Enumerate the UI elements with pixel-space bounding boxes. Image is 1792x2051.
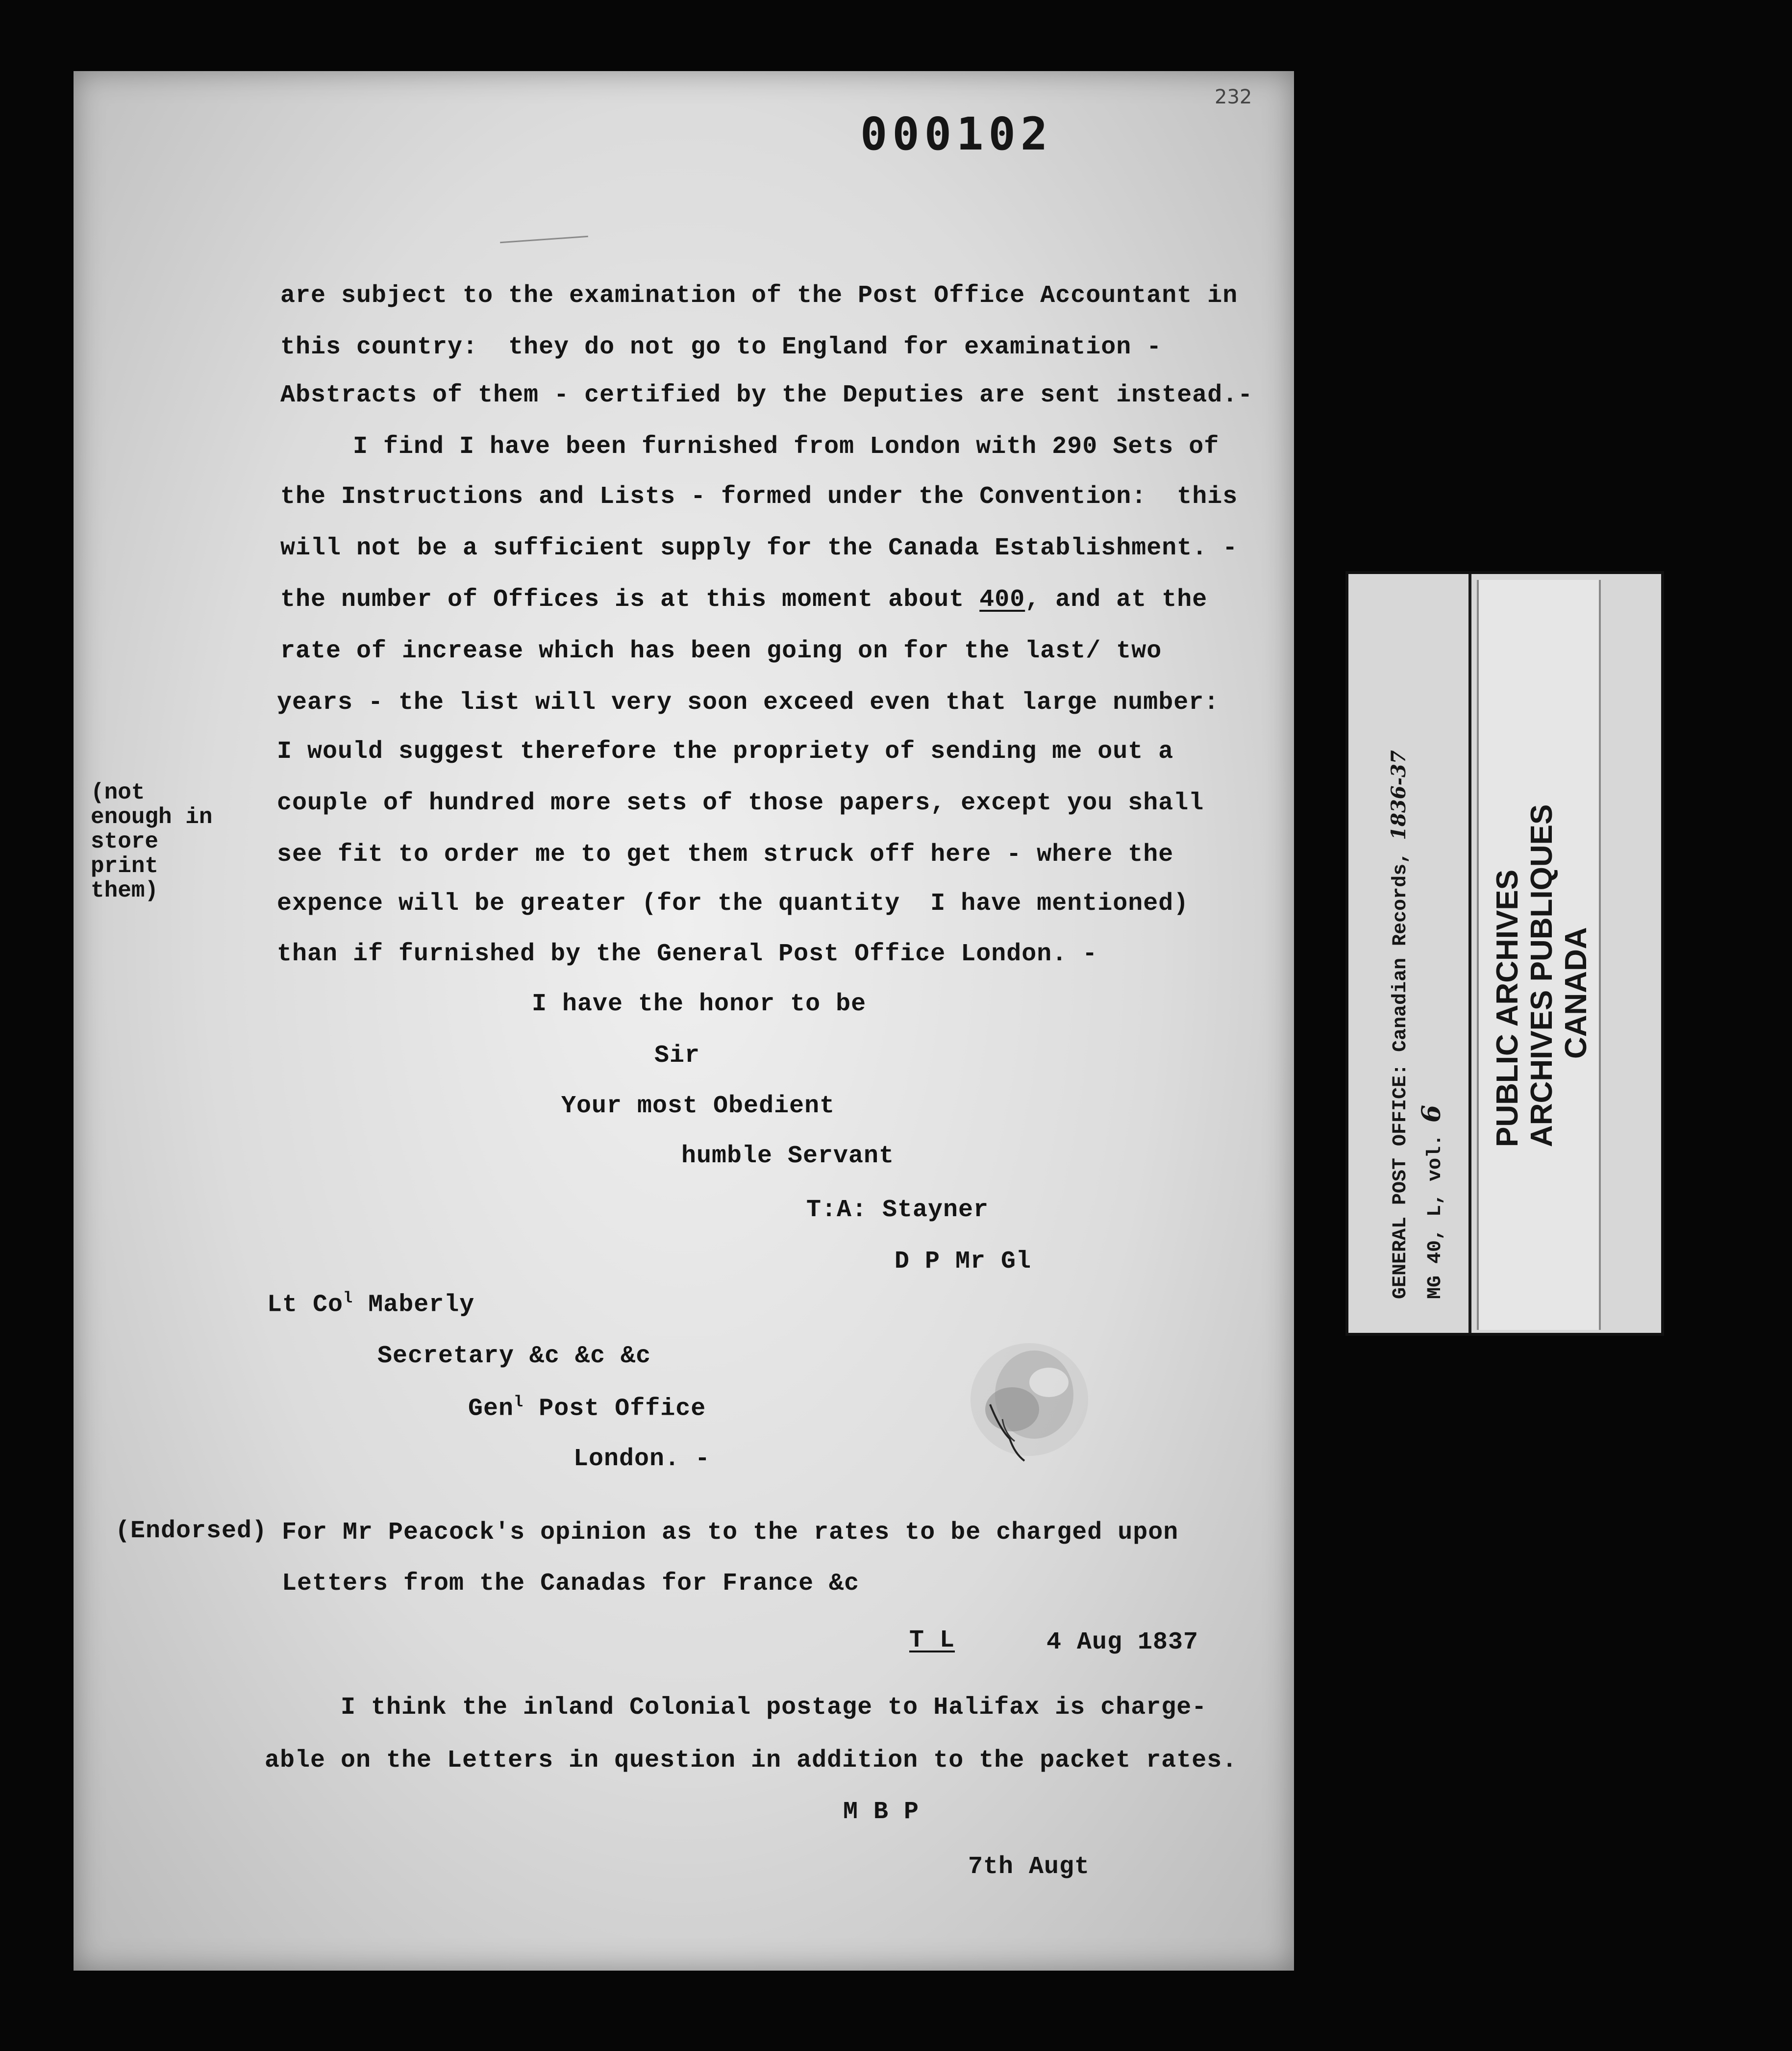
closing-line-4: humble Servant <box>681 1142 895 1170</box>
archive-reference-line-1 <box>1387 750 1412 1299</box>
signature: T:A: Stayner <box>806 1196 989 1224</box>
body-line-7-b: , and at the <box>1025 586 1208 614</box>
endorsed-label: (Endorsed) <box>115 1517 268 1545</box>
body-line-3: Abstracts of them - certified by the Deputies are sent instead.- <box>280 381 1253 409</box>
closing-line-1: I have the honor to be <box>532 990 867 1018</box>
addressee-name-b: Maberly <box>353 1291 475 1319</box>
endorsement-initials: T L <box>909 1626 955 1654</box>
addressee-line-3 <box>468 1393 706 1423</box>
body-line-9: years - the list will very soon exceed even that large number: <box>277 689 1220 717</box>
archive-volume: 6 <box>1417 1104 1446 1123</box>
archive-years: 1836-37 <box>1387 750 1410 840</box>
signer-title: D P Mr Gl <box>895 1248 1032 1276</box>
body-line-12: see fit to order me to get them struck off here - where the <box>277 841 1174 869</box>
addressee-line-3-b: Post Office <box>523 1395 706 1423</box>
addressee-line-2: Secretary &c &c &c <box>377 1342 651 1370</box>
body-line-14: than if furnished by the General Post Office London. - <box>277 940 1098 968</box>
wax-seal-stain <box>956 1336 1103 1468</box>
margin-note: (not enough in store print them) <box>91 780 213 903</box>
endorsement-line-1: For Mr Peacock's opinion as to the rates to be charged upon <box>282 1519 1179 1547</box>
endorsement-line-2: Letters from the Canadas for France &c <box>282 1570 860 1598</box>
reply-date: 7th Augt <box>968 1853 1090 1881</box>
body-line-7-a: the number of Offices is at this moment about <box>280 586 980 614</box>
body-line-2: this country: they do not go to England for examination - <box>280 333 1162 361</box>
body-line-11: couple of hundred more sets of those papers, except you shall <box>277 789 1204 817</box>
addressee-line-3-a: Gen <box>468 1395 514 1423</box>
addressee-line-4: London. - <box>573 1445 711 1473</box>
addressee-name-sup: l <box>343 1289 353 1307</box>
body-line-4: I find I have been furnished from London with 290 Sets of <box>353 433 1220 461</box>
body-line-13: expence will be greater (for the quantity I have mentioned) <box>277 890 1189 918</box>
document-number: 000102 <box>860 108 1053 160</box>
addressee-name <box>267 1289 474 1319</box>
endorsement-date: 4 Aug 1837 <box>1046 1628 1199 1656</box>
reply-initials: M B P <box>843 1798 920 1826</box>
archive-reference-line-2-a: MG 40, L, vol. <box>1424 1122 1446 1299</box>
closing-line-3: Your most Obedient <box>561 1092 835 1120</box>
body-line-1: are subject to the examination of the Post Office Accountant in <box>280 282 1238 310</box>
body-line-6: will not be a sufficient supply for the Canada Establishment. - <box>280 534 1238 562</box>
reply-line-2: able on the Letters in question in addition to the packet rates. <box>265 1747 1238 1775</box>
addressee-name-a: Lt Co <box>267 1291 344 1319</box>
body-line-5: the Instructions and Lists - formed under the Convention: this <box>280 483 1238 511</box>
body-line-10: I would suggest therefore the propriety of sending me out a <box>277 738 1174 766</box>
closing-line-2: Sir <box>654 1042 700 1070</box>
archive-reference-line-1-a: GENERAL POST OFFICE: Canadian Records, <box>1390 840 1412 1299</box>
archive-stamp-line-2: ARCHIVES PUBLIQUES <box>1525 804 1559 1147</box>
label-divider <box>1468 574 1471 1333</box>
reply-line-1: I think the inland Colonial postage to Halifax is charge- <box>341 1694 1207 1722</box>
body-line-8: rate of increase which has been going on for the last/ two <box>280 637 1162 665</box>
addressee-line-3-sup: l <box>514 1393 524 1411</box>
office-count: 400 <box>979 586 1025 614</box>
page-number: 232 <box>1215 86 1252 108</box>
archive-stamp-line-1: PUBLIC ARCHIVES <box>1491 869 1524 1147</box>
body-line-7 <box>280 586 1207 614</box>
archive-stamp-line-3: CANADA <box>1559 927 1593 1059</box>
archive-reference-line-2 <box>1417 1105 1446 1299</box>
